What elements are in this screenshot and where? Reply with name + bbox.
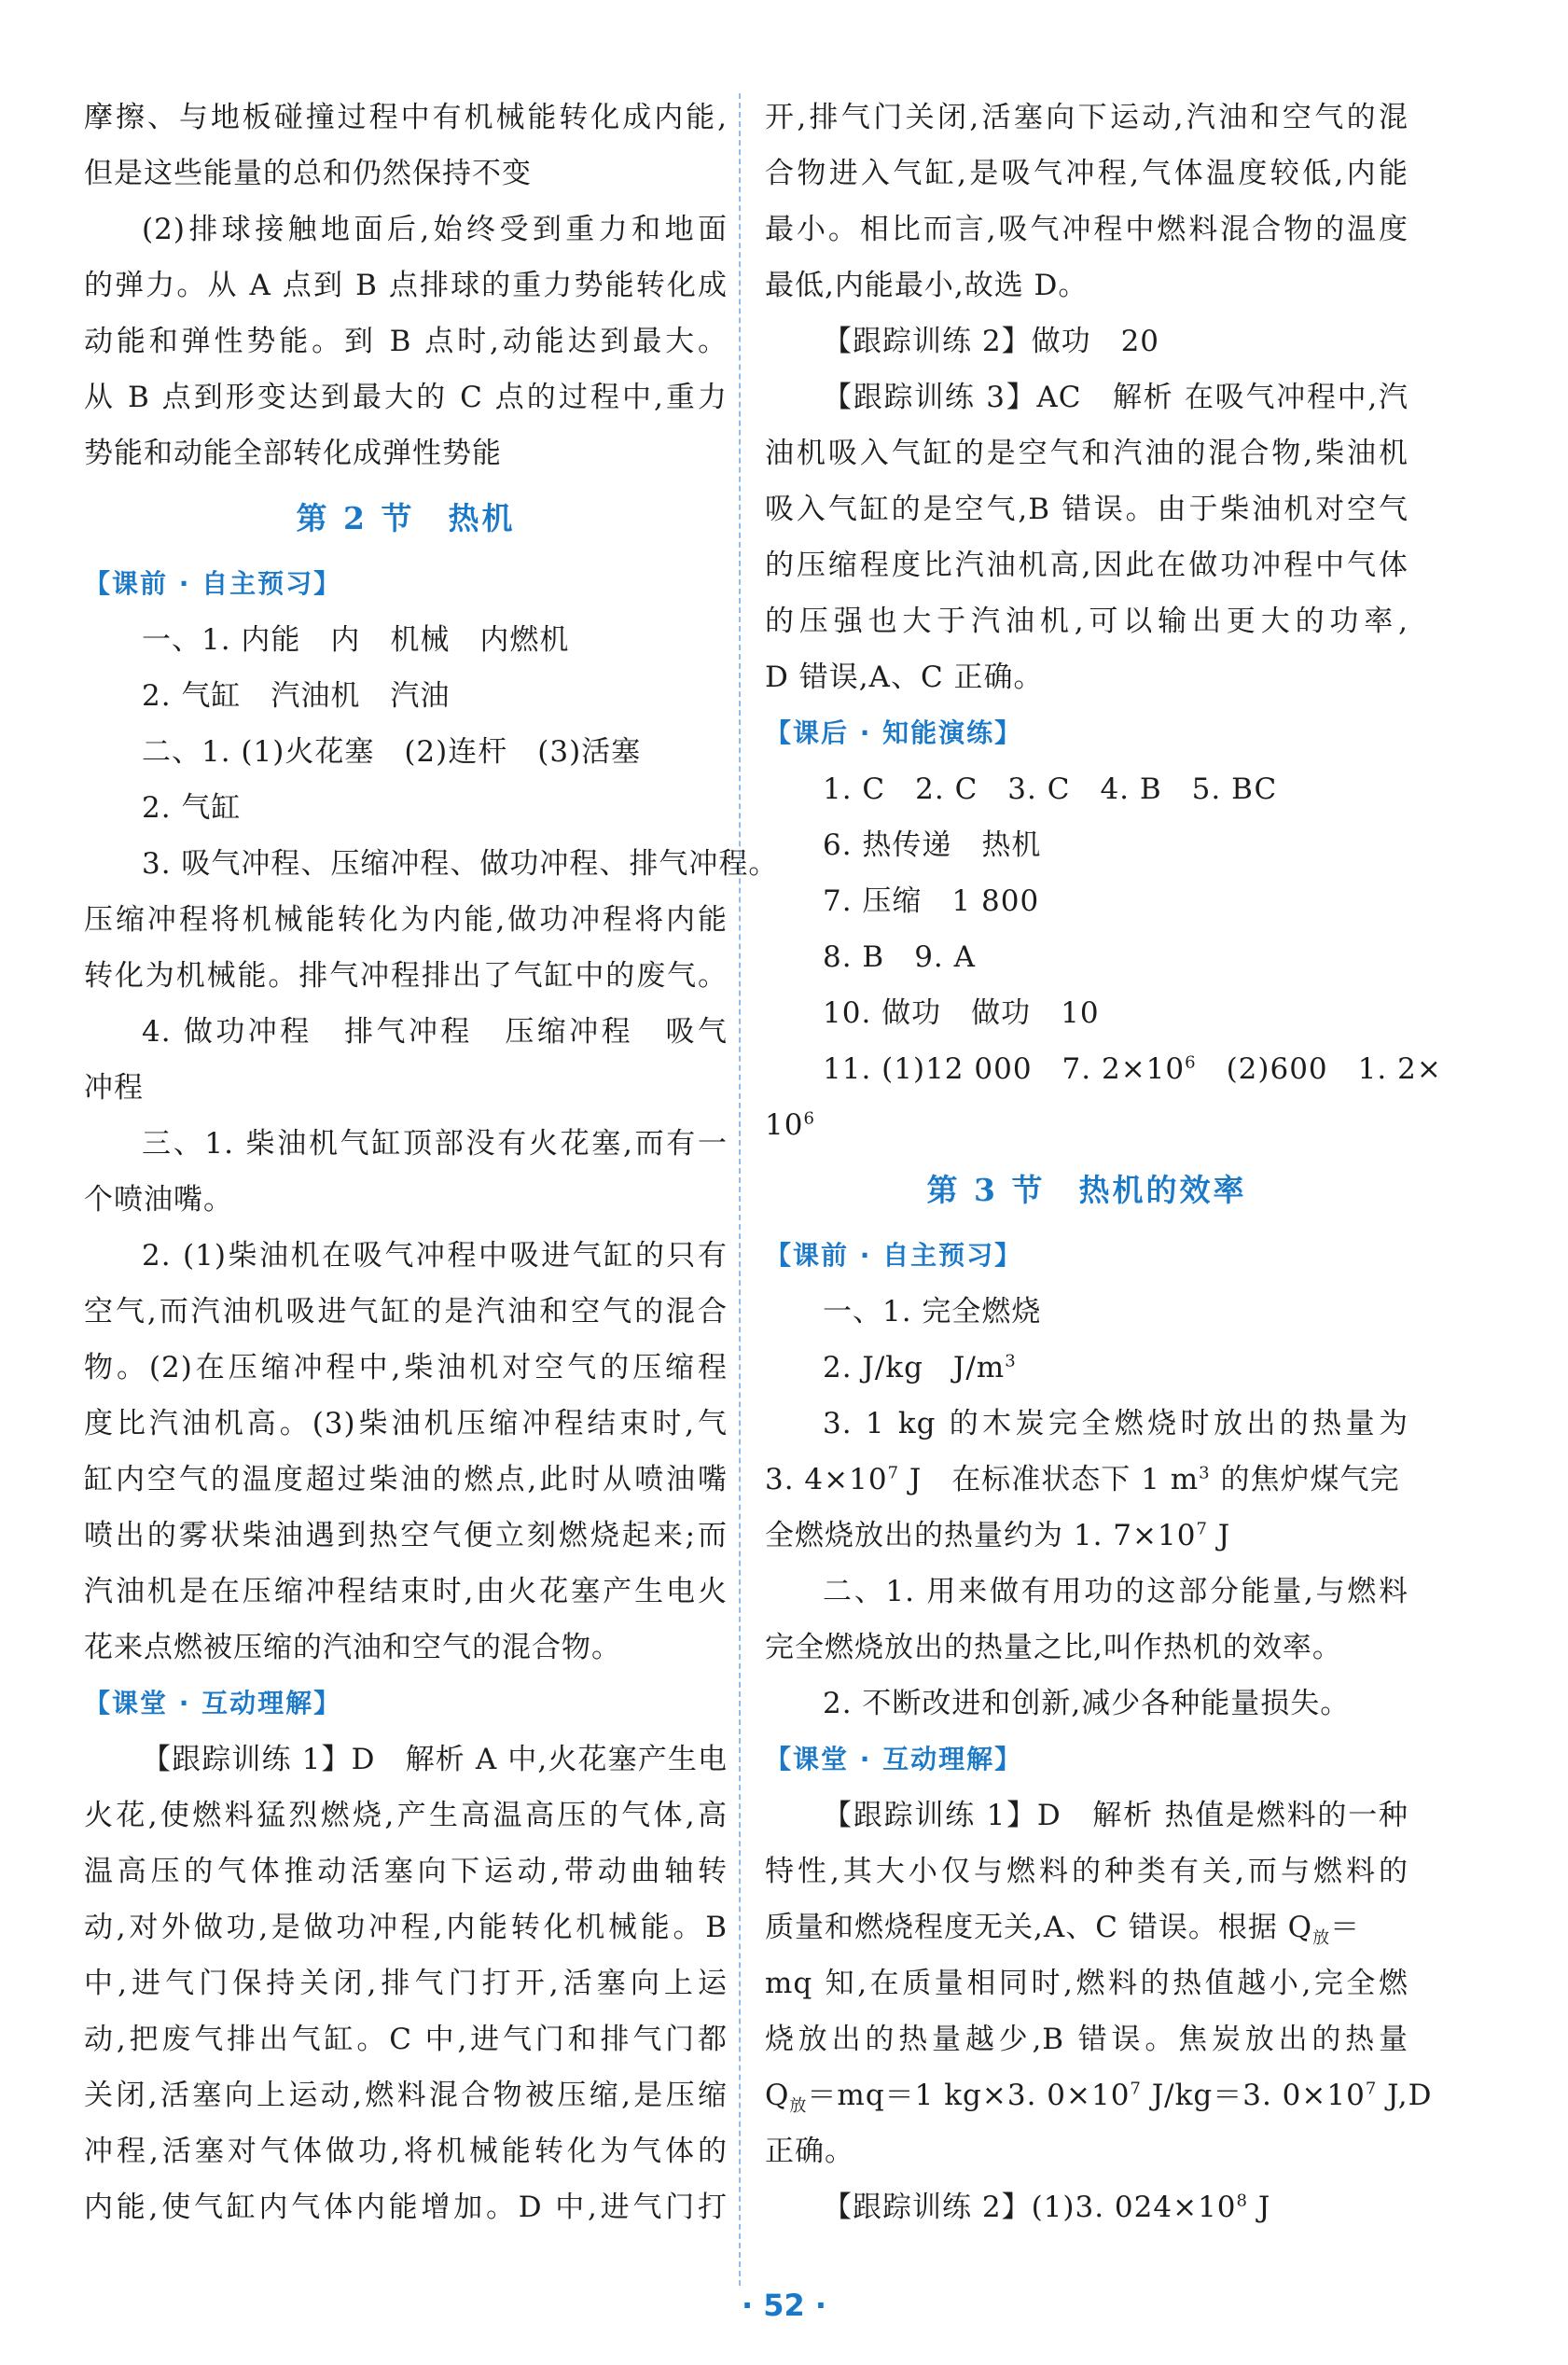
explanation-line: 关闭,活塞向上运动,燃料混合物被压缩,是压缩 [84,2079,728,2112]
answer-line: 冲程 [84,1071,144,1105]
answer-line: 度比汽油机高。(3)柴油机压缩冲程结束时,气 [84,1407,728,1440]
exponent: 7 [1196,1519,1208,1539]
answer-line: 汽油机是在压缩冲程结束时,由火花塞产生电火 [84,1575,728,1608]
answer-line: 缸内空气的温度超过柴油的燃点,此时从喷油嘴 [84,1463,728,1496]
explanation-line: 【跟踪训练 1】D 解析 A 中,火花塞产生电 [142,1743,728,1776]
answer-text: 全燃烧放出的热量约为 1. 7×10 [765,1519,1197,1552]
explanation-text: 【跟踪训练 2】(1)3. 024×10 [823,2191,1237,2224]
answer-line: 8. B 9. A [823,940,977,974]
answer-line: 喷出的雾状柴油遇到热空气便立刻燃烧起来;而 [84,1519,728,1552]
explanation-line: 动,把废气排出气缸。C 中,进气门和排气门都 [84,2023,728,2056]
answer-line [765,1340,1408,1396]
answer-line: 7. 压缩 1 800 [823,884,1040,918]
answer-line: 三、1. 柴油机气缸顶部没有火花塞,而有一 [142,1127,728,1161]
explanation-text: ＝ [1330,1911,1361,1944]
exponent: 6 [803,1108,815,1129]
exponent: 3 [1199,1463,1211,1483]
answer-line [765,1041,1442,1097]
section-tag: 【课后 · 知能演练】 [765,717,1023,748]
column-divider [739,93,741,2286]
text-line: 摩擦、与地板碰撞过程中有机械能转化成内能, [84,101,728,134]
answer-line: 压缩冲程将机械能转化为内能,做功冲程将内能 [84,903,728,937]
explanation-line: 动,对外做功,是做功冲程,内能转化机械能。B [84,1911,728,1944]
subscript: 放 [1312,1928,1331,1949]
explanation-line [765,2179,1408,2235]
explanation-line: 温高压的气体推动活塞向下运动,带动曲轴转 [84,1855,728,1888]
answer-line: 转化为机械能。排气冲程排出了气缸中的废气。 [84,959,728,993]
exponent: 7 [1130,2079,1142,2099]
explanation-text: J,D [1377,2079,1433,2112]
text-line: 开,排气门关闭,活塞向下运动,汽油和空气的混 [765,101,1408,134]
answer-line [765,1097,1408,1153]
section-tag: 【课堂 · 互动理解】 [765,1744,1023,1774]
text-line: 但是这些能量的总和仍然保持不变 [84,157,532,190]
explanation-text: J/kg＝3. 0×10 [1141,2079,1366,2112]
answer-line [765,1452,1408,1508]
text-line: 从 B 点到形变达到最大的 C 点的过程中,重力 [84,381,728,414]
explanation-line [765,1899,1408,1955]
text-line: 最小。相比而言,吸气冲程中燃料混合物的温度 [765,213,1408,246]
subscript: 放 [789,2096,808,2117]
answer-text: J 在标准状态下 1 m [899,1463,1200,1496]
answer-line: 3. 吸气冲程、压缩冲程、做功冲程、排气冲程。 [142,847,779,881]
text-line: 油机吸入气缸的是空气和汽油的混合物,柴油机 [765,437,1408,470]
text-line: (2)排球接触地面后,始终受到重力和地面 [142,213,728,246]
answer-text: (2)600 1. 2× [1196,1052,1442,1086]
answer-line: 完全燃烧放出的热量之比,叫作热机的效率。 [765,1631,1342,1664]
answer-line: 一、1. 完全燃烧 [823,1295,1042,1329]
answer-line: 二、1. (1)火花塞 (2)连杆 (3)活塞 [142,735,642,769]
section-tag: 【课前 · 自主预习】 [765,1240,1023,1271]
explanation-text: 质量和燃烧程度无关,A、C 错误。根据 Q [765,1911,1313,1944]
section-tag: 【课前 · 自主预习】 [84,568,342,599]
explanation-line: mq 知,在质量相同时,燃料的热值越小,完全燃 [765,1967,1408,2000]
explanation-text: ＝mq＝1 kg×3. 0×10 [807,2079,1131,2112]
exponent: 6 [1185,1052,1197,1073]
answer-text: 3. 4×10 [765,1463,888,1496]
exponent: 7 [887,1463,900,1483]
page-number: · 52 · [741,2288,827,2323]
explanation-line: 火花,使燃料猛烈燃烧,产生高温高压的气体,高 [84,1799,728,1832]
answer-line: 物。(2)在压缩冲程中,柴油机对空气的压缩程 [84,1351,728,1384]
answer-text: 2. J/kg J/m [823,1351,1006,1384]
explanation-line: 烧放出的热量越少,B 错误。焦炭放出的热量 [765,2023,1408,2056]
answer-line: 空气,而汽油机吸进气缸的是汽油和空气的混合 [84,1295,728,1329]
text-line: 【跟踪训练 3】AC 解析 在吸气冲程中,汽 [823,381,1408,414]
exponent: 8 [1236,2191,1248,2211]
answer-line [765,1508,1408,1564]
explanation-line: 正确。 [765,2135,854,2168]
text-line: 最低,内能最小,故选 D。 [765,269,1089,302]
text-line: 动能和弹性势能。到 B 点时,动能达到最大。 [84,325,728,358]
explanation-text: Q [765,2079,790,2112]
text-line: 【跟踪训练 2】做功 20 [823,325,1160,358]
exponent: 7 [1365,2079,1378,2099]
explanation-line [765,2067,1433,2123]
text-line: 合物进入气缸,是吸气冲程,气体温度较低,内能 [765,157,1408,190]
explanation-line: 冲程,活塞对气体做功,将机械能转化为气体的 [84,2135,728,2168]
answer-text: 的焦炉煤气完 [1210,1463,1400,1496]
answer-line: 二、1. 用来做有用功的这部分能量,与燃料 [823,1575,1408,1608]
right-column [765,90,1442,2235]
answer-text: J [1207,1519,1231,1552]
section-title: 第 3 节 热机的效率 [926,1172,1247,1208]
answer-line: 10. 做功 做功 10 [823,996,1100,1030]
explanation-line: 内能,使气缸内气体内能增加。D 中,进气门打 [84,2191,728,2224]
answer-line: 2. 气缸 汽油机 汽油 [142,679,451,713]
answer-line: 2. 不断改进和创新,减少各种能量损失。 [823,1687,1351,1720]
answer-line: 2. (1)柴油机在吸气冲程中吸进气缸的只有 [142,1239,728,1273]
text-line: D 错误,A、C 正确。 [765,661,1044,694]
exponent: 3 [1005,1351,1017,1371]
explanation-line: 特性,其大小仅与燃料的种类有关,而与燃料的 [765,1855,1408,1888]
text-line: 的弹力。从 A 点到 B 点排球的重力势能转化成 [84,269,728,302]
text-line: 的压缩程度比汽油机高,因此在做功冲程中气体 [765,549,1408,582]
explanation-line: 中,进气门保持关闭,排气门打开,活塞向上运 [84,1967,728,2000]
answer-line: 一、1. 内能 内 机械 内燃机 [142,623,570,657]
answer-line: 1. C 2. C 3. C 4. B 5. BC [823,772,1278,806]
answer-line: 2. 气缸 [142,791,242,825]
answer-line: 个喷油嘴。 [84,1183,233,1217]
left-column [84,90,779,2235]
answer-line: 花来点燃被压缩的汽油和空气的混合物。 [84,1631,621,1664]
answer-text: 10 [765,1108,804,1142]
explanation-line: 【跟踪训练 1】D 解析 热值是燃料的一种 [823,1799,1408,1832]
text-line: 吸入气缸的是空气,B 错误。由于柴油机对空气 [765,493,1408,526]
answer-line: 6. 热传递 热机 [823,828,1042,862]
explanation-text: J [1247,2191,1271,2224]
section-title: 第 2 节 热机 [296,500,516,536]
text-line: 的压强也大于汽油机,可以输出更大的功率, [765,605,1408,638]
answer-line: 3. 1 kg 的木炭完全燃烧时放出的热量为 [823,1407,1408,1440]
answer-line: 4. 做功冲程 排气冲程 压缩冲程 吸气 [142,1015,728,1049]
answer-text: 11. (1)12 000 7. 2×10 [823,1052,1186,1086]
text-line: 势能和动能全部转化成弹性势能 [84,437,502,470]
section-tag: 【课堂 · 互动理解】 [84,1688,342,1718]
